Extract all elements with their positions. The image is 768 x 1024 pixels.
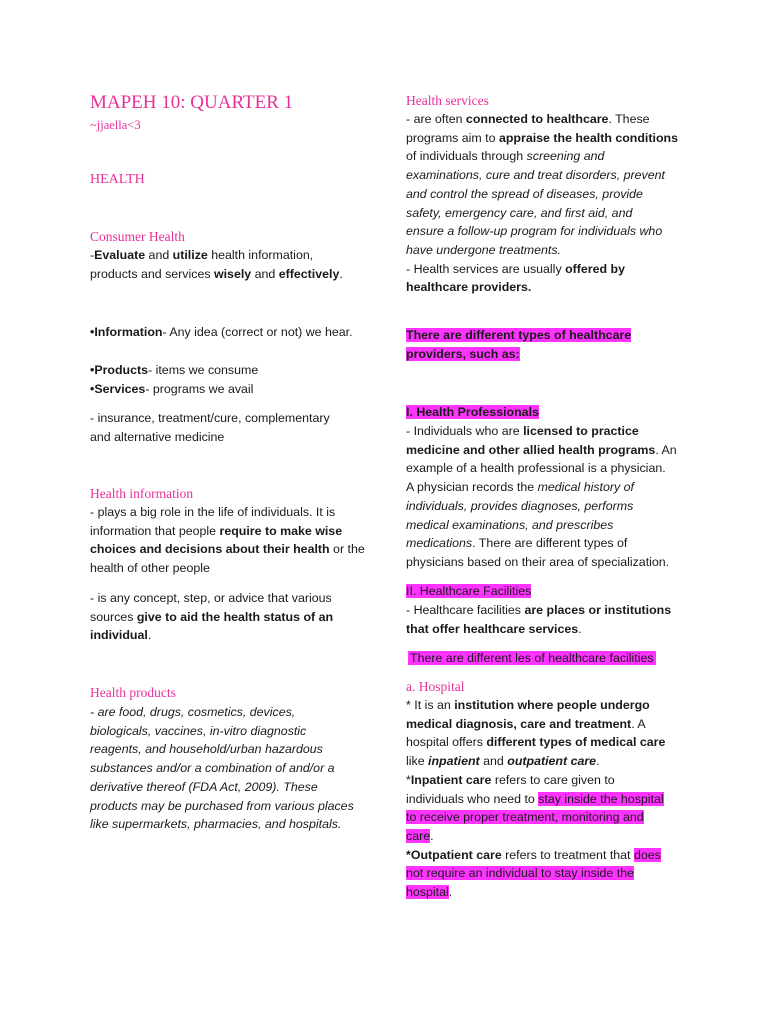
- health-information-para-2: [90, 589, 370, 645]
- text-line: medicine and other allied health programs. An: [406, 442, 677, 457]
- section-heading-health: HEALTH: [90, 172, 145, 187]
- text-line: medical diagnosis, care and treatment. A: [406, 716, 646, 731]
- text-line: - insurance, treatment/cure, complementary: [90, 411, 330, 425]
- text-line: individual.: [90, 628, 152, 643]
- text-line: health of other people: [90, 561, 210, 576]
- health-information-para-1: [90, 503, 370, 578]
- text-line: A physician records the medical history of: [406, 480, 634, 495]
- health-products-definition: [90, 703, 370, 834]
- bullet-services: •Services- programs we avail: [90, 382, 254, 396]
- text-line: not require an individual to stay inside the: [406, 866, 634, 881]
- text-line: healthcare providers.: [406, 280, 532, 295]
- text-line: - is any concept, step, or advice that various: [90, 591, 332, 605]
- text-line: substances and/or a combination of and/or a: [90, 761, 335, 776]
- document-title: MAPEH 10: QUARTER 1: [90, 92, 294, 113]
- health-services-definition: [406, 110, 688, 297]
- text-line: providers, such as:: [406, 346, 520, 361]
- text-line: safety, emergency care, and first aid, and: [406, 205, 633, 220]
- consumer-health-heading: Consumer Health: [90, 229, 185, 244]
- text-line: hospital.: [406, 885, 453, 900]
- text-line: like inpatient and outpatient care.: [406, 754, 600, 769]
- text-line: medical examinations, and prescribes: [406, 517, 614, 532]
- text-line: There are different types of healthcare: [406, 328, 632, 342]
- text-line: examinations, cure and treat disorders, prevent: [406, 168, 665, 183]
- text-line: reagents, and household/urban hazardous: [90, 742, 323, 757]
- health-professionals-heading: I. Health Professionals: [406, 405, 539, 419]
- text-line: of individuals through screening and: [406, 149, 605, 164]
- text-line: and alternative medicine: [90, 429, 225, 444]
- text-line: - Healthcare facilities are places or institutions: [406, 603, 672, 617]
- hospital-definition: [406, 696, 688, 902]
- text-line: programs aim to appraise the health conditions: [406, 130, 678, 145]
- text-line: physicians based on their area of specialization.: [406, 554, 670, 569]
- text-line: biologicals, vaccines, in-vitro diagnostic: [90, 723, 307, 738]
- text-line: - Individuals who are licensed to practice: [406, 424, 639, 438]
- text-line: - are often connected to healthcare. These: [406, 112, 650, 126]
- author-tag: ~jjaella<3: [90, 118, 141, 132]
- text-line: products may be purchased from various places: [90, 798, 354, 813]
- text-line: -Evaluate and utilize health information,: [90, 248, 314, 262]
- text-line: * It is an institution where people undergo: [406, 698, 650, 712]
- health-professionals-definition: [406, 422, 688, 572]
- text-line: sources give to aid the health status of an: [90, 609, 334, 624]
- text-line: information that people require to make wise: [90, 523, 343, 538]
- providers-note: [406, 326, 688, 363]
- text-line: like supermarkets, pharmacies, and hospitals.: [90, 817, 342, 832]
- text-line: care.: [406, 828, 434, 843]
- bullet-products: •Products- items we consume: [90, 363, 259, 377]
- text-line: derivative thereof (FDA Act, 2009). These: [90, 779, 318, 794]
- text-line: that offer healthcare services.: [406, 621, 582, 636]
- text-line: individuals who need to stay inside the hospital: [406, 791, 664, 806]
- text-line: hospital offers different types of medical care: [406, 735, 666, 750]
- text-line: individuals, provides diagnoses, performs: [406, 498, 634, 513]
- text-line: have undergone treatments.: [406, 242, 561, 257]
- text-line: choices and decisions about their health or the: [90, 542, 365, 557]
- bullet-information: •Information- Any idea (correct or not) we hear.: [90, 325, 353, 339]
- text-line: products and services wisely and effectively.: [90, 266, 343, 281]
- consumer-health-definition: [90, 246, 370, 283]
- healthcare-facilities-heading: II. Healthcare Facilities: [406, 584, 532, 598]
- text-line: example of a health professional is a physician.: [406, 461, 666, 476]
- text-line: - plays a big role in the life of individuals. It is: [90, 505, 336, 519]
- text-line: ensure a follow-up program for individuals who: [406, 224, 663, 239]
- text-line: *Outpatient care refers to treatment that does: [406, 847, 661, 862]
- health-products-heading: Health products: [90, 685, 176, 700]
- health-information-heading: Health information: [90, 486, 194, 501]
- facilities-types-note: There are different les of healthcare facilities: [410, 651, 654, 665]
- text-line: medications. There are different types of: [406, 536, 628, 551]
- text-line: and control the spread of diseases, provide: [406, 186, 643, 201]
- text-line: to receive proper treatment, monitoring and: [406, 810, 644, 825]
- hospital-heading: a. Hospital: [406, 679, 465, 694]
- services-examples: [90, 409, 370, 446]
- text-line: - Health services are usually offered by: [406, 261, 625, 276]
- text-line: - are food, drugs, cosmetics, devices,: [90, 705, 296, 719]
- health-services-heading: Health services: [406, 93, 489, 108]
- text-line: *Inpatient care refers to care given to: [406, 772, 615, 787]
- healthcare-facilities-definition: [406, 601, 688, 638]
